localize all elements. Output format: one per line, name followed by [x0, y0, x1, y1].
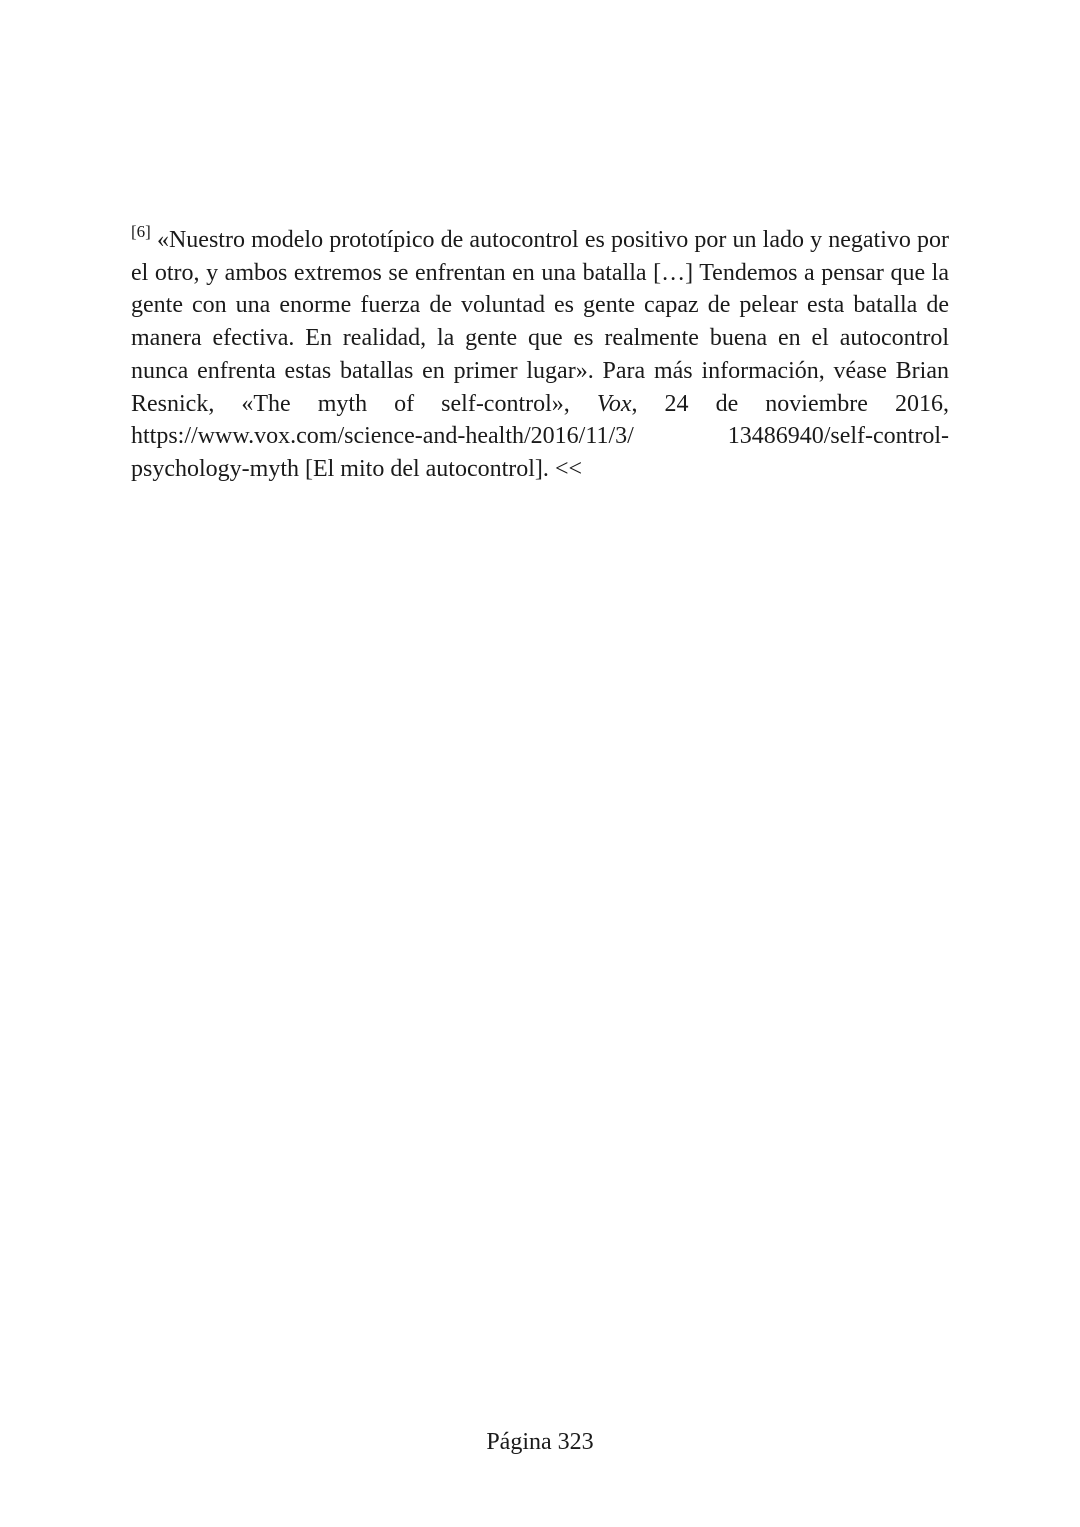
- page-number: Página 323: [486, 1429, 594, 1455]
- footnote-paragraph: [131, 224, 949, 486]
- source-publication: Vox: [596, 390, 632, 417]
- footnote-back-link[interactable]: <<: [554, 455, 583, 482]
- footnote-quote-text: «Nuestro modelo prototípico de autocontrol es positivo por un lado y negativo por el otro, y ambos extremos se enfrentan en una batalla […] Tendemos a pensar que la gente con una enorme fuerza de voluntad es gente capaz de pelear esta batalla de manera efectiva. En realidad, la gente que es realmente buena en el autocontrol nunca enfrenta estas batallas en primer lugar». Para más información, véase Brian Resnick, «The myth of self-control»,: [131, 227, 950, 417]
- footnote-marker: [6]: [131, 222, 151, 241]
- footnote-citation-text: , 24 de noviembre 2016, https://www.vox.com/science-and-health/2016/11/3/ 13486940/self-control-psychology-myth [El mito del autocontrol].: [131, 390, 949, 482]
